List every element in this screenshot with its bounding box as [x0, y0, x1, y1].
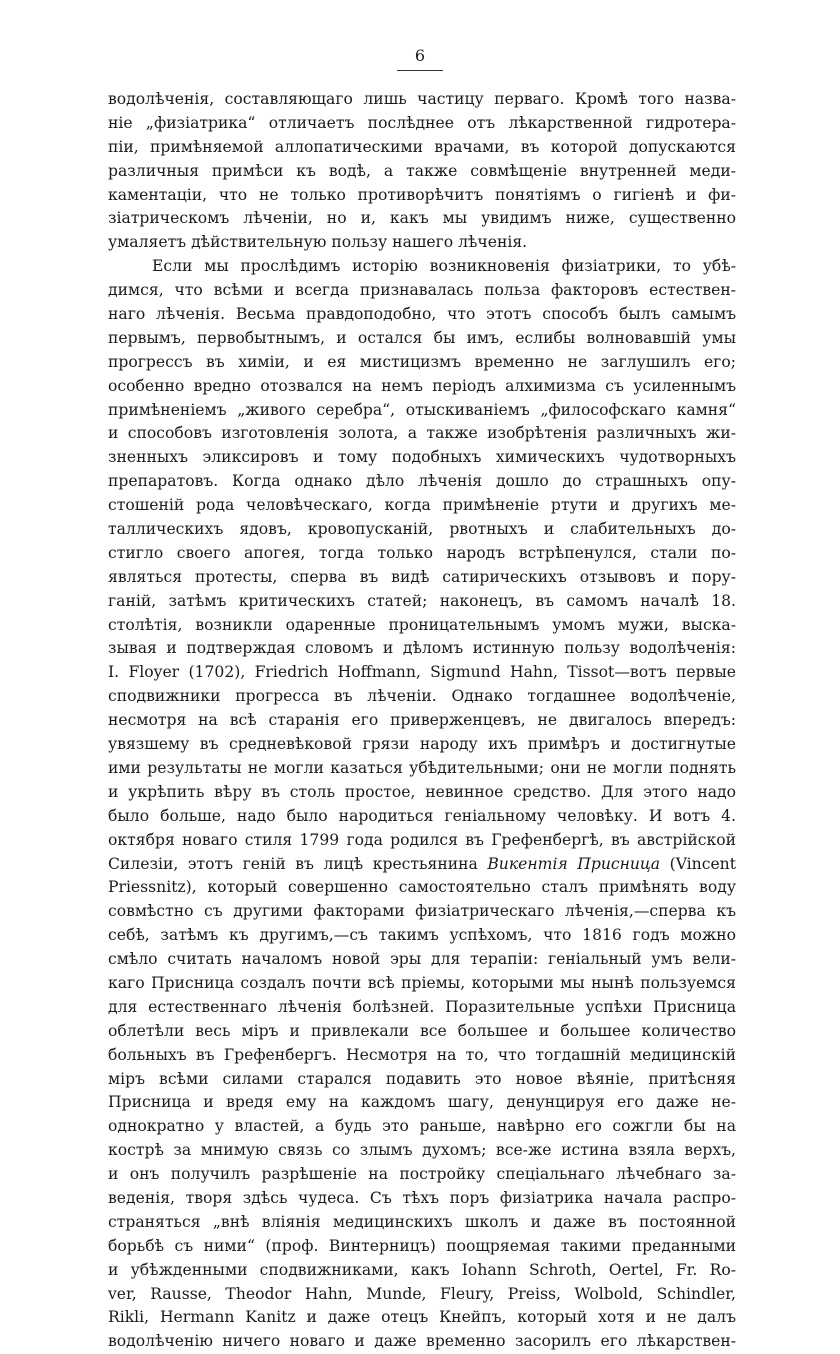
- text-line: было больше, надо было народиться геніальному человѣку. И вотъ 4.: [108, 806, 736, 825]
- text-line: зіатрическомъ лѣченіи, но и, какъ мы увидимъ ниже, существенно: [108, 209, 736, 228]
- text-line: ганій, затѣмъ критическихъ статей; наконецъ, въ самомъ началѣ 18.: [108, 591, 736, 610]
- text-line: себѣ, затѣмъ къ другимъ,—съ такимъ успѣхомъ, что 1816 годъ можно: [108, 926, 736, 945]
- text-line: примѣненіемъ „живого серебра“, отыскиваніемъ „философскаго камня“: [108, 400, 736, 419]
- text-line: особенно вредно отозвался на немъ періодъ алхимизма съ усиленнымъ: [108, 376, 736, 395]
- text-line: міръ всѣми силами старался подавить это новое вѣяніе, притѣсняя: [108, 1069, 736, 1088]
- text-line: стигло своего апогея, тогда только народъ встрѣпенулся, стали по-: [108, 543, 736, 562]
- text-line: для естественнаго лѣченія болѣзней. Поразительные успѣхи Присница: [108, 997, 736, 1016]
- text-line: борьбѣ съ ними“ (проф. Винтерницъ) поощряемая такими преданными: [108, 1236, 736, 1255]
- text-line: кострѣ за мнимую связь со злымъ духомъ; все-же истина взяла верхъ,: [108, 1141, 736, 1160]
- text-line: препаратовъ. Когда однако дѣло лѣченія дошло до страшныхъ опу-: [108, 472, 736, 491]
- text-line: таллическихъ ядовъ, кровопусканій, рвотныхъ и слабительныхъ до-: [108, 520, 736, 539]
- text-line: страняться „внѣ вліянія медицинскихъ школъ и даже въ постоянной: [108, 1212, 736, 1231]
- text-line: зывая и подтверждая словомъ и дѣломъ истинную пользу водолѣченія:: [108, 639, 736, 658]
- text-line: водолѣченія, составляющаго лишь частицу перваго. Кромѣ того назва-: [108, 90, 736, 108]
- text-line: зненныхъ эликсировъ и тому подобныхъ химическихъ чудотворныхъ: [108, 448, 736, 467]
- text-line: димся, что всѣми и всегда признавалась польза факторовъ естествен-: [108, 281, 736, 300]
- text-line: водолѣченію ничего новаго и даже временно засорилъ его лѣкарствен-: [108, 1332, 736, 1351]
- text-line: облетѣли весь міръ и привлекали все большее и большее количество: [108, 1021, 736, 1040]
- text-line: каго Присница создалъ почти всѣ пріемы, которыми мы нынѣ пользуемся: [108, 973, 736, 992]
- text-line: являться протесты, сперва въ видѣ сатирическихъ отзывовъ и пору-: [108, 567, 736, 586]
- text-line: больныхъ въ Грефенбергъ. Несмотря на то, что тогдашній медицинскій: [108, 1045, 736, 1064]
- text-line: каментаціи, что не только противорѣчитъ понятіямъ о гигіенѣ и фи-: [108, 185, 736, 204]
- text-line: ніе „физіатрика“ отличаетъ послѣднее отъ лѣкарственной гидротера-: [108, 113, 736, 132]
- text-line: смѣло считать началомъ новой эры для терапіи: геніальный умъ вели-: [108, 950, 736, 969]
- text-line: ver, Rausse, Theodor Hahn, Munde, Fleury, Preiss, Wolbold, Schindler,: [108, 1284, 736, 1303]
- text-line: различныя примѣси къ водѣ, а также совмѣщеніе внутренней меди-: [108, 161, 736, 180]
- text-segment: Силезіи, этотъ геній въ лицѣ крестьянина: [108, 854, 488, 873]
- text-line: октября новаго стиля 1799 года родился въ Грефенбергѣ, въ австрійской: [108, 830, 736, 849]
- text-line: [108, 853, 736, 877]
- text-line: I. Floyer (1702), Friedrich Hoffmann, Sigmund Hahn, Tissot—вотъ первые: [108, 663, 736, 682]
- text-line: веденія, творя здѣсь чудеса. Съ тѣхъ поръ физіатрика начала распро-: [108, 1188, 736, 1207]
- text-line: піи, примѣняемой аллопатическими врачами, въ которой допускаются: [108, 137, 736, 156]
- text-line: Rikli, Hermann Kanitz и даже отецъ Кнейпъ, который хотя и не далъ: [108, 1308, 736, 1327]
- text-line: умаляетъ дѣйствительную пользу нашего лѣченія.: [108, 233, 528, 252]
- text-line: однократно у властей, а будь это раньше, навѣрно его сожгли бы на: [108, 1117, 736, 1136]
- text-line: Присница и вредя ему на каждомъ шагу, денунцируя его даже не-: [108, 1093, 736, 1112]
- text-line: стошеній рода человѣческаго, когда примѣненіе ртути и другихъ ме-: [108, 496, 736, 515]
- text-line: наго лѣченія. Весьма правдоподобно, что этотъ способъ былъ самымъ: [108, 305, 736, 324]
- text-line: Если мы прослѣдимъ исторію возникновенія физіатрики, то убѣ-: [152, 257, 736, 276]
- text-line: и онъ получилъ разрѣшеніе на постройку спеціальнаго лѣчебнаго за-: [108, 1165, 736, 1184]
- text-line: ими результаты не могли казаться убѣдительными; они не могли поднять: [108, 758, 736, 777]
- italic-name: Викентія Присница: [487, 854, 661, 873]
- body-text: [108, 88, 736, 1354]
- text-line: первымъ, первобытнымъ, и остался бы имъ, еслибы волновавшій умы: [108, 328, 736, 347]
- text-line: и способовъ изготовленія золота, а также изобрѣтенія различныхъ жи-: [108, 424, 736, 443]
- text-line: Priessnitz), который совершенно самостоятельно сталъ примѣнять воду: [108, 878, 736, 897]
- text-line: несмотря на всѣ старанія его приверженцевъ, не двигалось впередъ:: [108, 711, 736, 730]
- text-line: и убѣжденными сподвижниками, какъ Iohann Schroth, Oertel, Fr. Ro-: [108, 1260, 736, 1279]
- text-segment: (Vincent: [660, 854, 736, 873]
- page-number-rule: [397, 70, 443, 71]
- text-line: прогрессъ въ химіи, и ея мистицизмъ временно не заглушилъ его;: [108, 352, 736, 371]
- text-line: совмѣстно съ другими факторами физіатрическаго лѣченія,—сперва къ: [108, 902, 736, 921]
- text-line: увязшему въ средневѣковой грязи народу ихъ примѣръ и достигнутые: [108, 735, 736, 754]
- page-number: 6: [414, 46, 426, 65]
- text-line: сподвижники прогресса въ лѣченіи. Однако тогдашнее водолѣченіе,: [108, 687, 736, 706]
- text-line: и укрѣпить вѣру въ столь простое, невинное средство. Для этого надо: [108, 782, 736, 801]
- text-line: столѣтія, возникли одаренные проницательнымъ умомъ мужи, выска-: [108, 615, 736, 634]
